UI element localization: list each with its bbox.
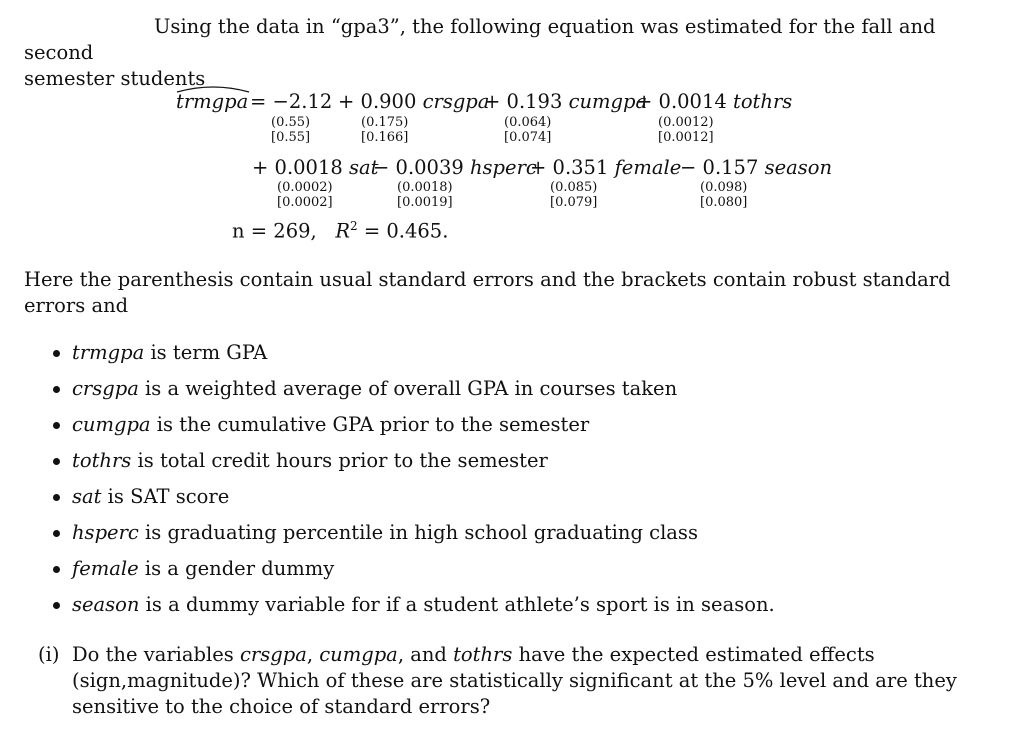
equation-line1-term2: + 0.900 crsgpa (338, 90, 490, 113)
intro-paragraph (24, 14, 1004, 92)
se-term8: (0.098) (700, 180, 748, 195)
list-item: cumgpa is the cumulative GPA prior to the semester (48, 412, 775, 448)
equation-line1-term3: + 0.193 cumgpa (484, 90, 648, 113)
rse-term2: [0.166] (361, 130, 409, 145)
equation-line2-term3: + 0.351 female (530, 156, 682, 179)
se-term4: (0.0012) (658, 115, 714, 130)
rse-term4: [0.0012] (658, 130, 714, 145)
list-item: sat is SAT score (48, 484, 775, 520)
intro-text-line1: Using the data in “gpa3”, the following equation was estimated for the fall and second (24, 15, 936, 64)
list-item: crsgpa is a weighted average of overall GPA in courses taken (48, 376, 775, 412)
bullet-icon (53, 458, 60, 465)
intro-text-line2: semester students (24, 67, 206, 90)
bullet-icon (53, 494, 60, 501)
list-item: tothrs is total credit hours prior to the semester (48, 448, 775, 484)
rse-term8: [0.080] (700, 195, 748, 210)
bullet-icon (53, 422, 60, 429)
r-squared-value: = 0.465. (357, 219, 449, 243)
hat-accent (176, 84, 250, 94)
r-squared-symbol: R (335, 219, 351, 243)
sample-size: n = 269, (232, 219, 317, 243)
rse-term3: [0.074] (504, 130, 552, 145)
equation-line2-term1: + 0.0018 sat (252, 156, 379, 179)
bullet-icon (53, 530, 60, 537)
se-term7: (0.085) (550, 180, 598, 195)
list-item: trmgpa is term GPA (48, 340, 775, 376)
bullet-icon (53, 566, 60, 573)
rse-term7: [0.079] (550, 195, 598, 210)
se-term6: (0.0018) (397, 180, 453, 195)
list-item: female is a gender dummy (48, 556, 775, 592)
question-text: Do the variables crsgpa, cumgpa, and tothrs have the expected estimated effects (sign,magnitude)? Which of these are statistically significant at the 5% level and are they sensitive to the choice of standard errors? (72, 643, 957, 718)
se-term5: (0.0002) (277, 180, 333, 195)
equation-lhs: trmgpa (176, 90, 249, 113)
equation-line1-term4: + 0.0014 tothrs (636, 90, 793, 113)
equation-stats (232, 219, 448, 243)
question-i (38, 642, 1008, 720)
rse-term1: [0.55] (271, 130, 311, 145)
bullet-icon (53, 350, 60, 357)
bullet-icon (53, 386, 60, 393)
list-item: hsperc is graduating percentile in high school graduating class (48, 520, 775, 556)
rse-term5: [0.0002] (277, 195, 333, 210)
bullet-icon (53, 602, 60, 609)
variable-definitions-list (48, 340, 775, 628)
se-term3: (0.064) (504, 115, 552, 130)
equation-line1-term1: = −2.12 (250, 90, 333, 113)
equation-line2-term4: − 0.157 season (680, 156, 833, 179)
equation-line2-term2: − 0.0039 hsperc (373, 156, 537, 179)
question-number: (i) (38, 643, 60, 666)
se-term2: (0.175) (361, 115, 409, 130)
r-squared-exponent: 2 (350, 219, 358, 233)
list-item: season is a dummy variable for if a student athlete’s sport is in season. (48, 592, 775, 628)
se-term1: (0.55) (271, 115, 311, 130)
standard-errors-note: Here the parenthesis contain usual standard errors and the brackets contain robust standard errors and (24, 268, 951, 317)
rse-term6: [0.0019] (397, 195, 453, 210)
